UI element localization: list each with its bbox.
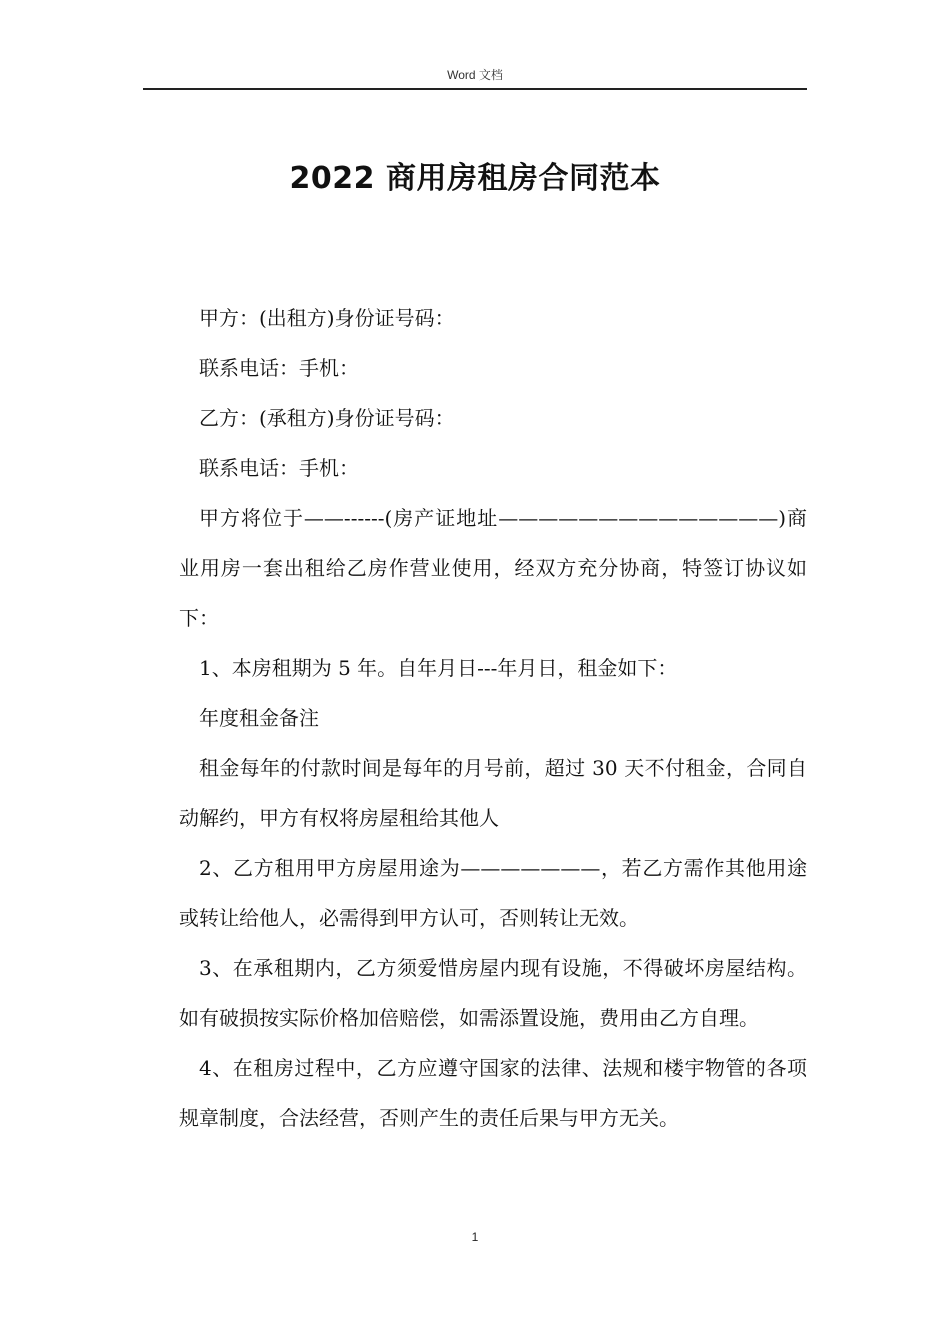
party-a-phone-line: 联系电话：手机： xyxy=(199,356,359,380)
party-a-id-line: 甲方：(出租方)身份证号码： xyxy=(199,306,455,330)
page-number: 1 xyxy=(471,1230,479,1244)
clause-2-usage: 2、乙方租用甲方房屋用途为———————，若乙方需作其他用途或转让给他人，必需得到甲方认可，否则转让无效。 xyxy=(179,856,807,930)
party-b-phone-line: 联系电话：手机： xyxy=(199,456,359,480)
page-header xyxy=(143,66,807,90)
clause-1-term: 1、本房租期为 5 年。自年月日---年月日，租金如下： xyxy=(199,656,678,680)
property-intro-paragraph: 甲方将位于——------(房产证地址——————————————)商业用房一套出租给乙房作营业使用，经双方充分协商，特签订协议如下： xyxy=(179,506,807,630)
party-b-id-line: 乙方：(承租方)身份证号码： xyxy=(199,406,455,430)
header-label: Word 文档 xyxy=(447,68,503,82)
clause-3-facilities: 3、在承租期内，乙方须爱惜房屋内现有设施，不得破坏房屋结构。如有破损按实际价格加倍赔偿，如需添置设施，费用由乙方自理。 xyxy=(179,956,807,1030)
clause-4-compliance: 4、在租房过程中，乙方应遵守国家的法律、法规和楼宇物管的各项规章制度，合法经营，否则产生的责任后果与甲方无关。 xyxy=(179,1056,807,1130)
document-body xyxy=(179,293,807,1143)
rent-table-header: 年度租金备注 xyxy=(199,706,319,730)
payment-terms-paragraph: 租金每年的付款时间是每年的月号前，超过 30 天不付租金，合同自动解约，甲方有权将房屋租给其他人 xyxy=(179,756,807,830)
document-title: 2022 商用房租房合同范本 xyxy=(289,161,661,196)
